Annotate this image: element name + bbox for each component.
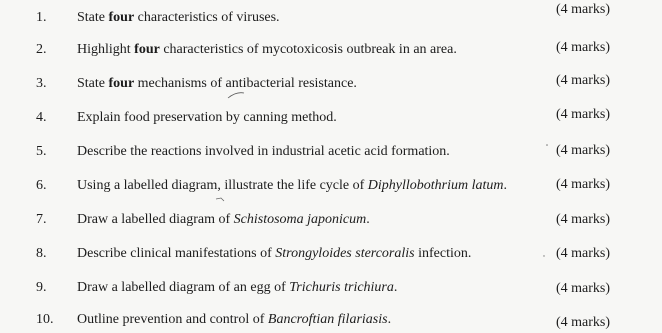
question-text [77,142,450,162]
question-number: 2. [36,42,47,57]
question-text-part: Explain food preservation by canning method. [77,110,337,125]
question-text [77,210,370,230]
question-text-species: Schistosoma japonicum [233,212,367,227]
question-text-part: Highlight [77,42,135,57]
question-number: 7. [36,212,47,227]
question-number: 3. [36,76,47,91]
question-row-10 [0,310,662,330]
question-number: 1. [36,10,47,25]
question-text-part: State [77,10,109,25]
question-text-part: Describe the reactions involved in industrial acetic acid formation. [77,144,450,159]
question-marks: (4 marks) [556,315,611,330]
question-text [77,40,457,60]
question-text-part: . [387,312,392,327]
question-row-8 [0,244,662,264]
question-row-1 [0,2,662,28]
question-text-part: Draw a labelled diagram of an egg of [77,280,290,295]
question-text [77,278,397,298]
question-number: 10. [36,312,54,327]
question-text-part: Describe clinical manifestations of [77,246,276,261]
question-number: 4. [36,110,47,125]
stray-pen-mark [216,198,224,201]
question-marks: (4 marks) [556,107,611,122]
question-marks: (4 marks) [556,143,611,158]
question-marks: (4 marks) [556,212,611,227]
question-text-part: Outline prevention and control of [77,312,268,327]
question-marks: (4 marks) [556,177,611,192]
question-row-3 [0,74,662,94]
question-text-species: Diphyllobothrium latum [367,178,504,193]
question-text [77,244,471,264]
question-text [77,8,280,28]
question-row-9 [0,278,662,298]
question-text-part: Using a labelled diagram, illustrate the life cycle of [77,178,368,193]
question-marks: (4 marks) [556,281,611,296]
question-row-7 [0,210,662,230]
question-text-part: mechanisms of antibacterial resistance. [134,76,357,91]
question-marks: (4 marks) [556,246,611,261]
question-text-emphasis: four [108,76,135,91]
question-text [77,108,337,128]
question-text-species: Strongyloides stercoralis [275,246,415,261]
question-row-6 [0,176,662,196]
question-text-species: Bancroftian filariasis [267,312,388,327]
question-row-5 [0,142,662,162]
question-text-part: characteristics of viruses. [134,10,280,25]
question-text-part: infection. [414,246,472,261]
question-text-emphasis: four [108,10,135,25]
question-text-part: characteristics of mycotoxicosis outbreak in an area. [159,42,457,57]
question-number: 8. [36,246,47,261]
question-number: 5. [36,144,47,159]
question-number: 9. [36,280,47,295]
question-row-2 [0,40,662,60]
question-text [77,310,391,330]
question-text [77,74,357,94]
question-row-4 [0,108,662,128]
question-marks: (4 marks) [556,73,611,88]
question-text-emphasis: four [134,42,160,57]
question-text-species: Trichuris trichiura [289,280,394,295]
question-marks: (4 marks) [556,40,611,55]
question-marks: (4 marks) [556,2,611,17]
question-text [77,176,507,196]
question-number: 6. [36,178,47,193]
question-text-part: State [77,76,109,91]
question-text-part: . [393,280,398,295]
question-text-part: Draw a labelled diagram of [77,212,234,227]
question-text-part: . [503,178,508,193]
question-text-part: . [366,212,370,227]
